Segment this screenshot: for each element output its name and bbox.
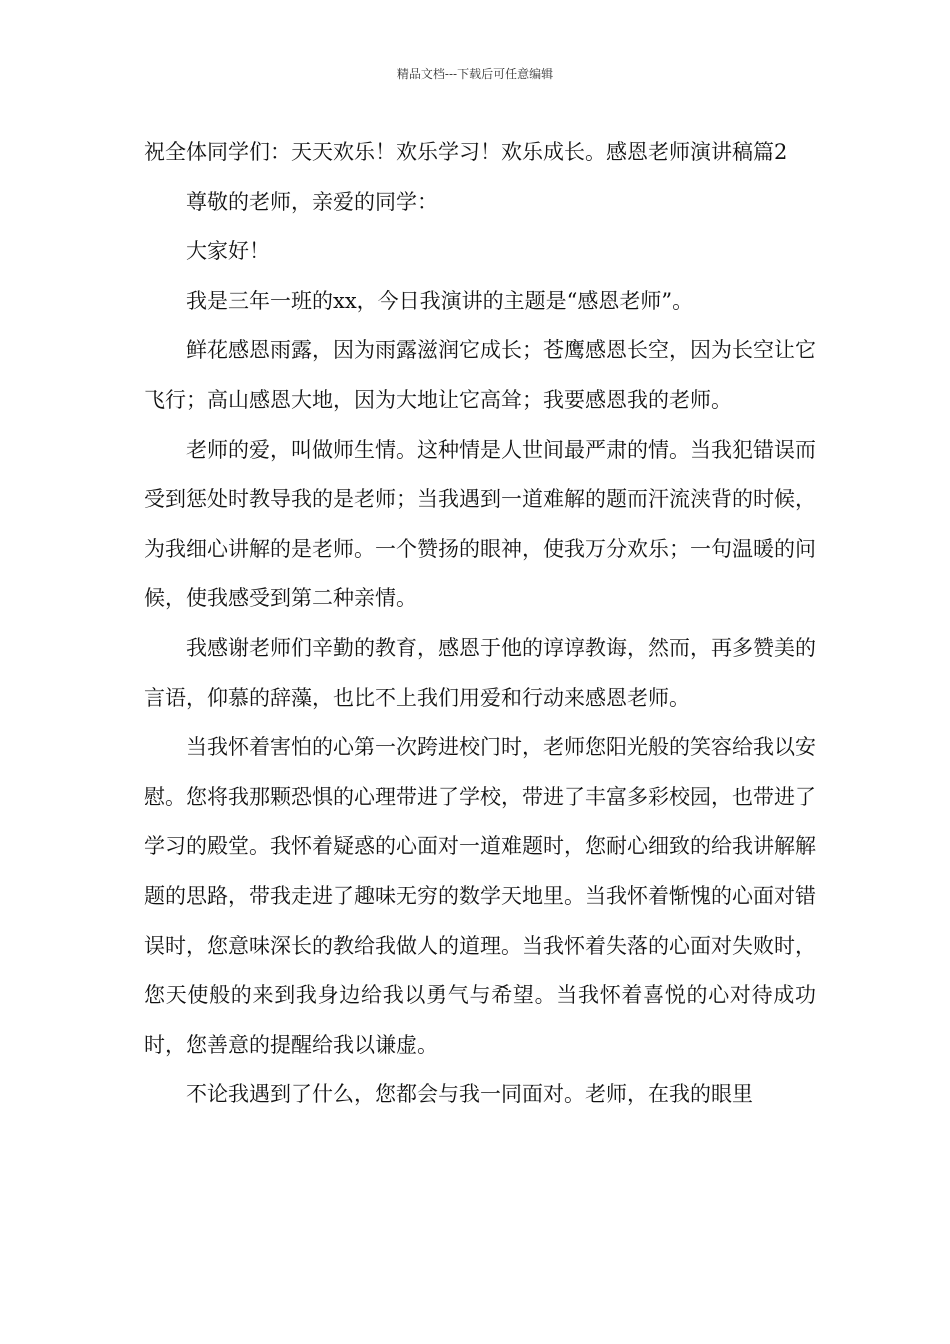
paragraph-4: 我是三年一班的xx，今日我演讲的主题是“感恩老师”。 xyxy=(186,288,694,313)
paragraph-7: 我感谢老师们辛勤的教育，感恩于他的谆谆教诲，然而，再多赞美的言语，仰慕的辞藻，也比不上我们用爱和行动来感恩老师。 xyxy=(144,635,816,710)
paragraph-1: 祝全体同学们：天天欢乐！欢乐学习！欢乐成长。感恩老师演讲稿篇2 xyxy=(144,140,788,164)
paragraph-3: 大家好！ xyxy=(186,239,270,264)
document-body xyxy=(144,128,816,1120)
paragraph-2: 尊敬的老师，亲爱的同学： xyxy=(186,189,438,214)
page-header: 精品文档---下载后可任意编辑 xyxy=(396,67,554,81)
paragraph-6: 老师的爱，叫做师生情。这种情是人世间最严肃的情。当我犯错误而受到惩处时教导我的是老师；当我遇到一道难解的题而汗流浃背的时候，为我细心讲解的是老师。一个赞扬的眼神，使我万分欢乐；一句温暖的问候，使我感受到第二种亲情。 xyxy=(144,437,816,611)
paragraph-8: 当我怀着害怕的心第一次跨进校门时，老师您阳光般的笑容给我以安慰。您将我那颗恐惧的心理带进了学校，带进了丰富多彩校园，也带进了学习的殿堂。我怀着疑惑的心面对一道难题时，您耐心细致的给我讲解解题的思路，带我走进了趣味无穷的数学天地里。当我怀着惭愧的心面对错误时，您意味深长的教给我做人的道理。当我怀着失落的心面对失败时，您天使般的来到我身边给我以勇气与希望。当我怀着喜悦的心对待成功时，您善意的提醒给我以谦虚。 xyxy=(144,735,816,1057)
paragraph-5: 鲜花感恩雨露，因为雨露滋润它成长；苍鹰感恩长空，因为长空让它飞行；高山感恩大地，因为大地让它高耸；我要感恩我的老师。 xyxy=(144,338,816,412)
paragraph-9: 不论我遇到了什么，您都会与我一同面对。老师，在我的眼里 xyxy=(186,1082,753,1107)
